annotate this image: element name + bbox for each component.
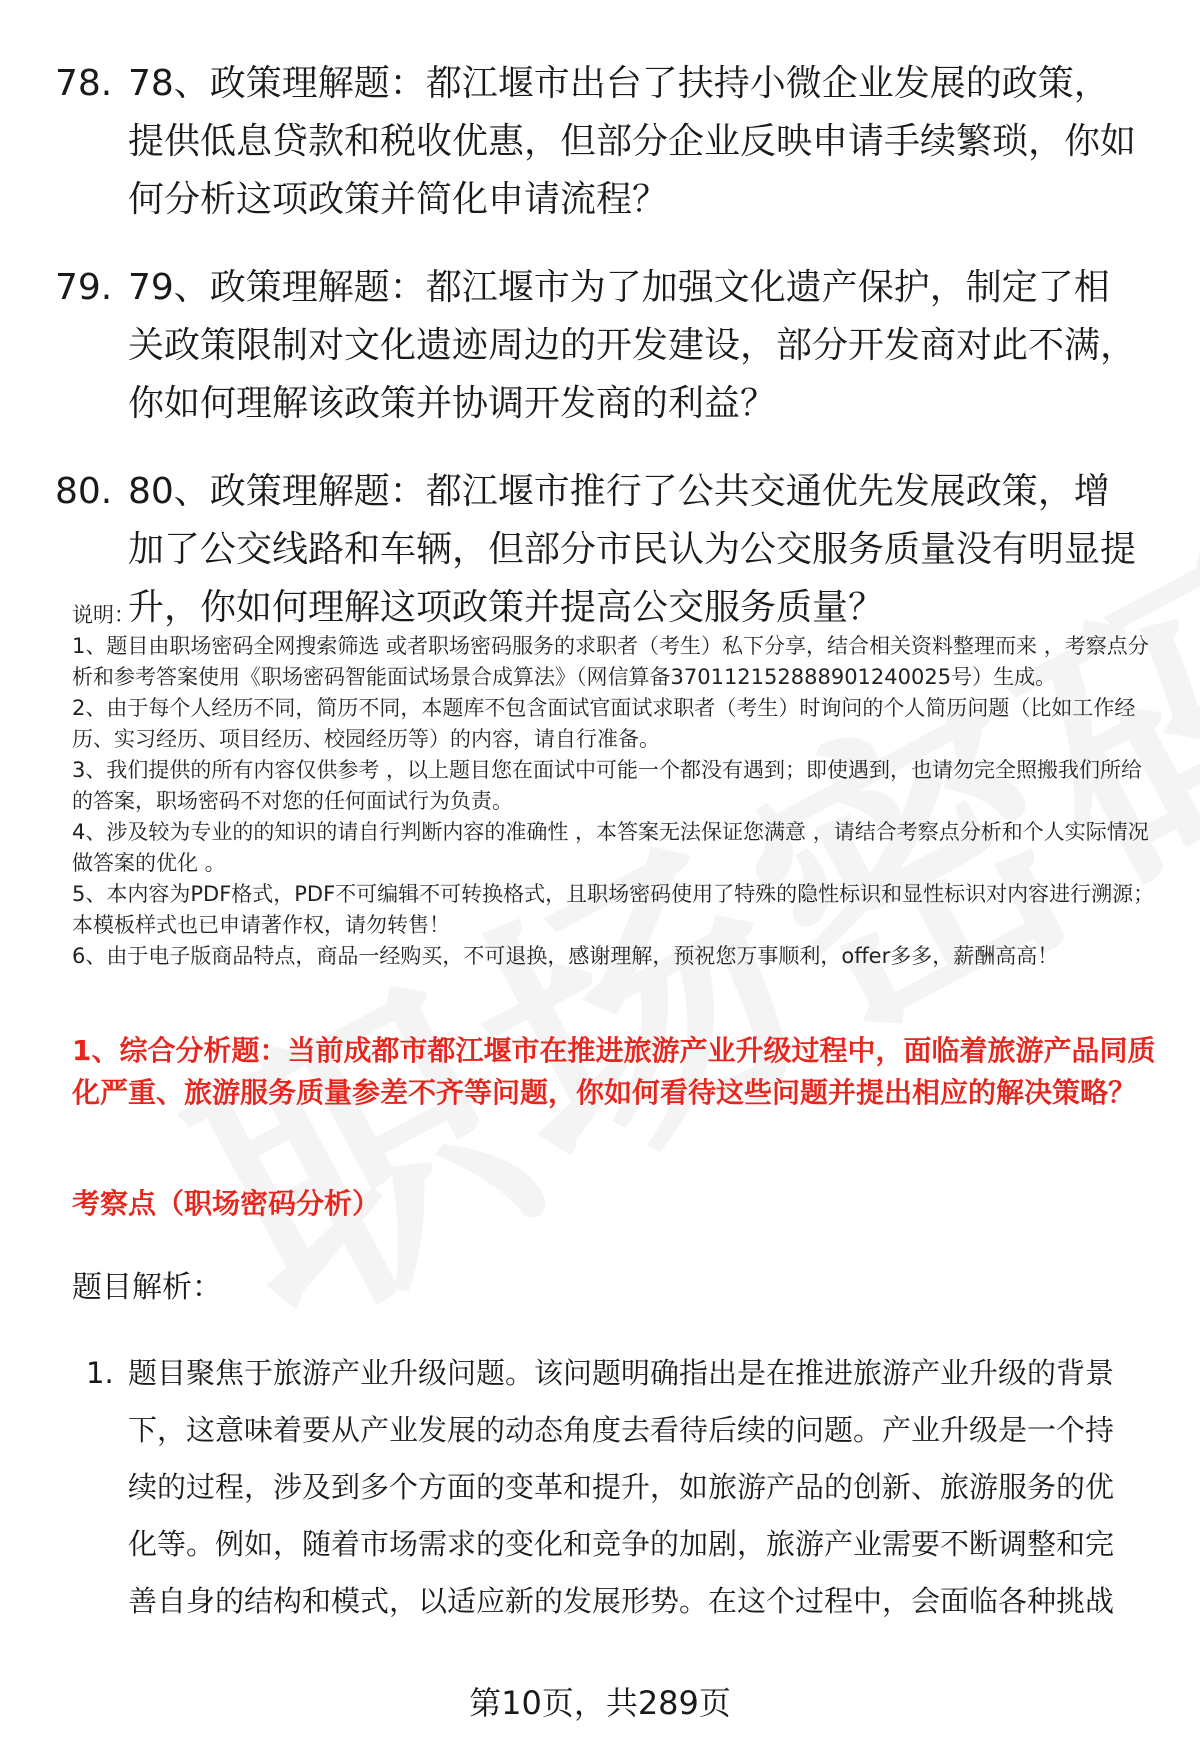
notes-title: 说明： — [72, 603, 135, 627]
question-item — [0, 55, 1200, 229]
notes-section — [72, 600, 1160, 972]
question-item — [0, 259, 1200, 433]
note-item: 5、本内容为PDF格式，PDF不可编辑不可转换格式，且职场密码使用了特殊的隐性标识和显性标识对内容进行溯源；本模板样式也已申请著作权，请勿转售！ — [72, 882, 1155, 937]
section-question-title: 1、综合分析题：当前成都市都江堰市在推进旅游产业升级过程中，面临着旅游产品同质化严重、旅游服务质量参差不齐等问题，你如何看待这些问题并提出相应的解决策略？ — [72, 1034, 1156, 1109]
analysis-label: 题目解析： — [72, 1270, 222, 1305]
analysis-text: 题目聚焦于旅游产业升级问题。该问题明确指出是在推进旅游产业升级的背景下，这意味着要从产业发展的动态角度去看待后续的问题。产业升级是一个持续的过程，涉及到多个方面的变革和提升，如旅游产品的创新、旅游服务的优化等。例如，随着市场需求的变化和竞争的加剧，旅游产业需要不断调整和完善自身的结构和模式，以适应新的发展形势。在这个过程中，会面临各种挑战 — [128, 1356, 1115, 1618]
question-list — [0, 55, 1200, 667]
note-item: 1、题目由职场密码全网搜索筛选 或者职场密码服务的求职者（考生）私下分享，结合相关资料整理而来 ，考察点分析和参考答案使用《职场密码智能面试场景合成算法》（网信算备370112152888901240025号）生成。 — [72, 634, 1149, 689]
note-item: 4、涉及较为专业的的知识的请自行判断内容的准确性 ，本答案无法保证您满意 ，请结合考察点分析和个人实际情况做答案的优化 。 — [72, 820, 1149, 875]
analysis-number: 1. — [86, 1356, 114, 1390]
question-number: 80. — [55, 471, 113, 512]
analysis-list — [0, 1345, 1200, 1630]
note-item: 2、由于每个人经历不同，简历不同，本题库不包含面试官面试求职者（考生）时询问的个人简历问题（比如工作经历、实习经历、项目经历、校园经历等）的内容，请自行准备。 — [72, 696, 1136, 751]
note-item: 6、由于电子版商品特点，商品一经购买，不可退换，感谢理解，预祝您万事顺利，offer多多，薪酬高高！ — [72, 944, 1059, 968]
analysis-item — [0, 1345, 1200, 1630]
question-text: 80、政策理解题：都江堰市推行了公共交通优先发展政策，增加了公交线路和车辆，但部分市民认为公交服务质量没有明显提升，你如何理解这项政策并提高公交服务质量？ — [128, 471, 1137, 628]
question-number: 78. — [55, 63, 113, 104]
note-item: 3、我们提供的所有内容仅供参考 ，以上题目您在面试中可能一个都没有遇到；即使遇到，也请勿完全照搬我们所给的答案，职场密码不对您的任何面试行为负责。 — [72, 758, 1143, 813]
page-footer: 第10页，共289页 — [469, 1684, 731, 1722]
question-text: 78、政策理解题：都江堰市出台了扶持小微企业发展的政策，提供低息贷款和税收优惠，但部分企业反映申请手续繁琐，你如何分析这项政策并简化申请流程？ — [128, 63, 1137, 220]
question-text: 79、政策理解题：都江堰市为了加强文化遗产保护，制定了相关政策限制对文化遗迹周边的开发建设，部分开发商对此不满，你如何理解该政策并协调开发商的利益？ — [128, 267, 1137, 424]
kaocha-heading: 考察点（职场密码分析） — [72, 1187, 381, 1220]
question-number: 79. — [55, 267, 113, 308]
